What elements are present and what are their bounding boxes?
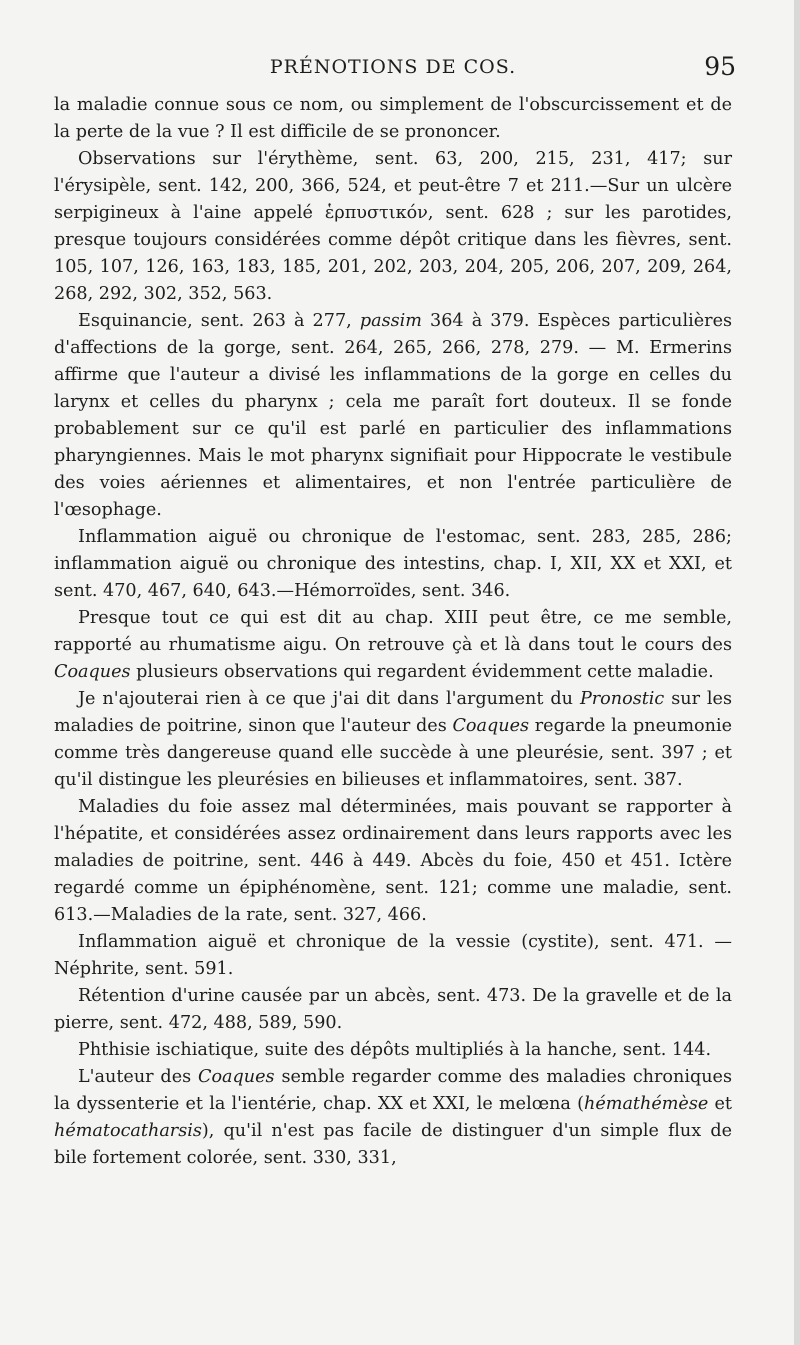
page-edge-shadow — [794, 0, 800, 1345]
paragraph-continuation: la maladie connue sous ce nom, ou simplement de l'obscurcissement et de la perte de la vue ? Il est difficile de se prononcer. — [54, 95, 732, 142]
page-number: 95 — [704, 52, 736, 81]
paragraph-phthisie: Phthisie ischiatique, suite des dépôts multipliés à la hanche, sent. 144. — [78, 1040, 712, 1060]
paragraph-retention: Rétention d'urine causée par un abcès, sent. 473. De la gravelle et de la pierre, sent. 472, 488, 589, 590. — [54, 986, 732, 1033]
page-body — [54, 92, 732, 1172]
paragraph-dyssenterie: L'auteur des Coaques semble regarder comme des maladies chroniques la dyssenterie et la l'ientérie, chap. XX et XXI, le melœna (hémathémèse et hématocatharsis), qu'il n'est pas facile de distinguer d'un simple flux de bile fortement colorée, sent. 330, 331, — [54, 1067, 732, 1168]
paragraph-foie: Maladies du foie assez mal déterminées, mais pouvant se rapporter à l'hépatite, et considérées assez ordinairement dans leurs rapports avec les maladies de poitrine, sent. 446 à 449. Abcès du foie, 450 et 451. Ictère regardé comme un épiphénomène, sent. 121; comme une maladie, sent. 613.—Maladies de la rate, sent. 327, 466. — [54, 797, 732, 925]
running-title: PRÉNOTIONS DE COS. — [269, 56, 517, 78]
paragraph-esquinancie: Esquinancie, sent. 263 à 277, passim 364 à 379. Espèces particulières d'affections de la gorge, sent. 264, 265, 266, 278, 279. — M. Ermerins affirme que l'auteur a divisé les inflammations de la gorge en celles du larynx et celles du pharynx ; cela me paraît fort douteux. Il se fonde probablement sur ce qu'il est parlé en particulier des inflammations pharyngiennes. Mais le mot pharynx signifiait pour Hippocrate le vestibule des voies aériennes et alimentaires, et non l'entrée particulière de l'œsophage. — [54, 311, 733, 520]
paragraph-estomac: Inflammation aiguë ou chronique de l'estomac, sent. 283, 285, 286; inflammation aiguë ou chronique des intestins, chap. I, XII, XX et XXI, et sent. 470, 467, 640, 643.—Hémorroïdes, sent. 346. — [54, 527, 732, 601]
paragraph-rhumatisme: Presque tout ce qui est dit au chap. XIII peut être, ce me semble, rapporté au rhumatisme aigu. On retrouve çà et là dans tout le cours des Coaques plusieurs observations qui regardent évidemment cette maladie. — [54, 608, 732, 682]
paragraph-poitrine: Je n'ajouterai rien à ce que j'ai dit dans l'argument du Pronostic sur les maladies de poitrine, sinon que l'auteur des Coaques regarde la pneumonie comme très dangereuse quand elle succède à une pleurésie, sent. 397 ; et qu'il distingue les pleurésies en bilieuses et inflammatoires, sent. 387. — [54, 689, 733, 790]
running-header — [54, 52, 736, 86]
paragraph-erytheme: Observations sur l'érythème, sent. 63, 200, 215, 231, 417; sur l'érysipèle, sent. 142, 200, 366, 524, et peut-être 7 et 211.—Sur un ulcère serpigineux à l'aine appelé ἑρπυστικόν, sent. 628 ; sur les parotides, presque toujours considérées comme dépôt critique dans les fièvres, sent. 105, 107, 126, 163, 183, 185, 201, 202, 203, 204, 205, 206, 207, 209, 264, 268, 292, 302, 352, 563. — [54, 149, 732, 304]
paragraph-vessie: Inflammation aiguë et chronique de la vessie (cystite), sent. 471. —Néphrite, sent. 591. — [54, 932, 732, 979]
